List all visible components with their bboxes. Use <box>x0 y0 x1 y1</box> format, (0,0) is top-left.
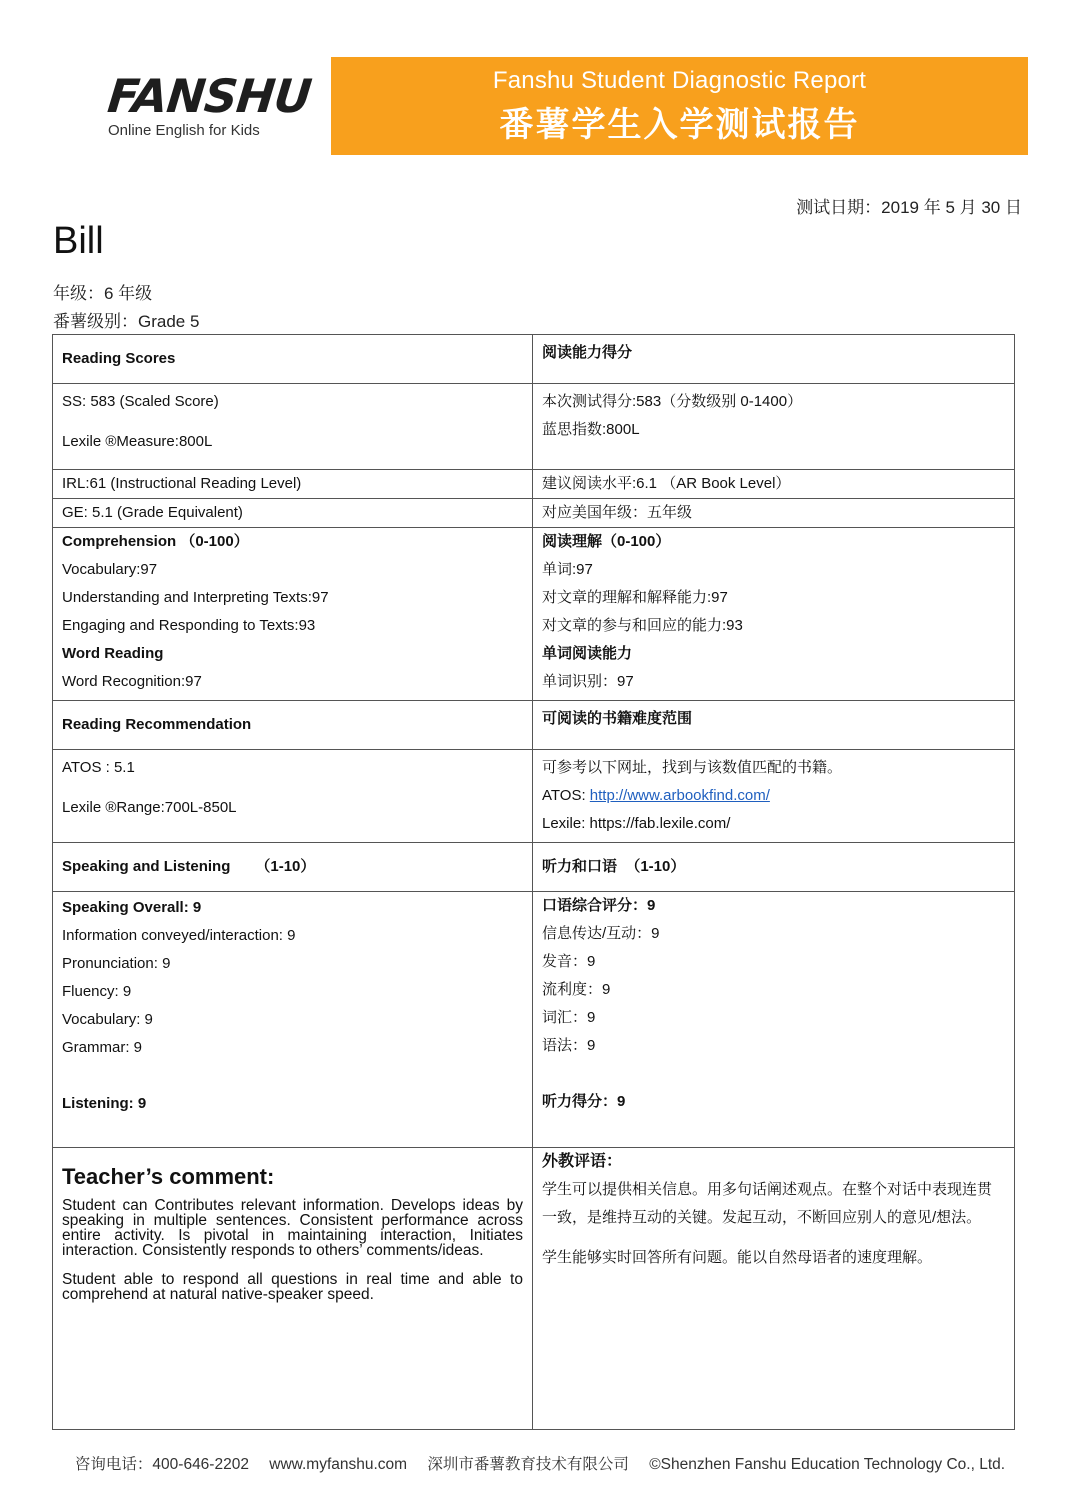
speaking-overall-en: Speaking Overall: 9 <box>62 899 202 916</box>
comment-body-en <box>62 1198 523 1302</box>
lexile-en: Lexile ®Measure:800L <box>62 433 213 450</box>
student-fanshu-level: 番薯级别：Grade 5 <box>53 312 200 331</box>
ss-en: SS: 583 (Scaled Score) <box>62 393 219 410</box>
info-conveyed-en: Information conveyed/interaction: 9 <box>62 927 296 944</box>
engaging-en: Engaging and Responding to Texts:93 <box>62 617 316 634</box>
word-reading-heading-en: Word Reading <box>62 645 164 662</box>
fluency-zh: 流利度：9 <box>542 981 611 998</box>
lexile-link-line: Lexile: https://fab.lexile.com/ <box>542 815 731 832</box>
comprehension-cell-en <box>53 528 533 701</box>
atos-label: ATOS: <box>542 787 590 804</box>
word-recognition-en: Word Recognition:97 <box>62 673 202 690</box>
comment-para1-en: Student can Contributes relevant information. Develops ideas by speaking in multiple sentences. Consistent performance across entire activity. Is pivotal in maintaining interaction, Initiates interaction. Consistently responds to others’ comments/ideas. <box>62 1197 523 1259</box>
reading-scores-title-zh: 阅读能力得分 <box>533 335 1015 384</box>
comment-cell-en <box>53 1148 533 1430</box>
comment-title-en: Teacher’s comment: <box>62 1164 275 1189</box>
comprehension-heading-en: Comprehension （0-100） <box>62 533 249 550</box>
listening-en: Listening: 9 <box>62 1095 147 1112</box>
report-table <box>52 334 1015 1430</box>
fanshu-logo <box>105 68 314 148</box>
footer-phone: 咨询电话：400-646-2202 <box>74 1456 249 1473</box>
recommendation-row <box>53 750 1015 843</box>
recommendation-cell-en <box>53 750 533 843</box>
ss-lexile-cell-en <box>53 384 533 470</box>
report-banner <box>331 57 1028 155</box>
reading-scores-header-row <box>53 335 1015 384</box>
banner-title-en: Fanshu Student Diagnostic Report <box>492 67 867 94</box>
atos-en: ATOS : 5.1 <box>62 759 135 776</box>
speaking-header-row <box>53 843 1015 892</box>
banner-title-zh: 番薯学生入学测试报告 <box>499 106 860 144</box>
ss-lexile-row <box>53 384 1015 470</box>
lexile-range-en: Lexile ®Range:700L-850L <box>62 799 237 816</box>
footer-company-zh: 深圳市番薯教育技术有限公司 <box>427 1456 629 1473</box>
irl-row <box>53 470 1015 499</box>
understanding-en: Understanding and Interpreting Texts:97 <box>62 589 329 606</box>
ss-zh: 本次测试得分:583（分数级别 0-1400） <box>542 393 803 410</box>
comment-para1-zh: 学生可以提供相关信息。用多句话阐述观点。在整个对话中表现连贯一致，是维持互动的关键。发起互动，不断回应别人的意见/想法。 <box>542 1181 993 1226</box>
comprehension-heading-zh: 阅读理解（0-100） <box>542 533 671 550</box>
ge-row <box>53 499 1015 528</box>
pronunciation-en: Pronunciation: 9 <box>62 955 171 972</box>
listening-zh: 听力得分：9 <box>542 1093 626 1110</box>
speaking-cell-zh <box>533 892 1015 1148</box>
footer-website[interactable]: www.myfanshu.com <box>269 1456 408 1473</box>
vocabulary-en: Vocabulary:97 <box>62 561 158 578</box>
recommendation-header-row <box>53 701 1015 750</box>
irl-zh: 建议阅读水平:6.1 （AR Book Level） <box>533 470 1015 499</box>
engaging-zh: 对文章的参与和回应的能力:93 <box>542 617 743 634</box>
understanding-zh: 对文章的理解和解释能力:97 <box>542 589 728 606</box>
recommendation-title-zh: 可阅读的书籍难度范围 <box>533 701 1015 750</box>
reading-scores-title-en: Reading Scores <box>53 335 533 384</box>
recommendation-title-en: Reading Recommendation <box>53 701 533 750</box>
vocabulary-score-en: Vocabulary: 9 <box>62 1011 153 1028</box>
student-grade: 年级：6 年级 <box>53 284 153 303</box>
comment-para2-zh: 学生能够实时回答所有问题。能以自然母语者的速度理解。 <box>542 1249 933 1266</box>
speaking-row <box>53 892 1015 1148</box>
lexile-zh: 蓝思指数:800L <box>542 421 640 438</box>
grammar-en: Grammar: 9 <box>62 1039 143 1056</box>
comment-row <box>53 1148 1015 1430</box>
atos-link-line <box>542 782 1005 810</box>
recommendation-cell-zh <box>533 750 1015 843</box>
ss-lexile-cell-zh <box>533 384 1015 470</box>
comment-cell-zh <box>533 1148 1015 1430</box>
recommendation-intro-zh: 可参考以下网址，找到与该数值匹配的书籍。 <box>542 759 843 776</box>
vocabulary-zh: 单词:97 <box>542 561 593 578</box>
test-date: 测试日期：2019 年 5 月 30 日 <box>796 198 1022 217</box>
comprehension-row <box>53 528 1015 701</box>
fluency-en: Fluency: 9 <box>62 983 132 1000</box>
speaking-cell-en <box>53 892 533 1148</box>
vocabulary-score-zh: 词汇：9 <box>542 1009 596 1026</box>
word-recognition-zh: 单词识别：97 <box>542 673 634 690</box>
logo-wordmark: FANSHU <box>105 69 314 123</box>
student-name: Bill <box>53 220 104 262</box>
comment-title-zh: 外教评语： <box>542 1153 623 1170</box>
word-reading-heading-zh: 单词阅读能力 <box>542 645 633 662</box>
pronunciation-zh: 发音：9 <box>542 953 596 970</box>
comment-para2-en: Student able to respond all questions in real time and able to comprehend at natural native-speaker speed. <box>62 1271 523 1303</box>
speaking-title-zh: 听力和口语 （1-10） <box>533 843 1015 892</box>
logo-tagline: Online English for Kids <box>108 122 260 139</box>
info-conveyed-zh: 信息传达/互动：9 <box>542 925 660 942</box>
footer <box>0 1452 1080 1474</box>
footer-company-en: ©Shenzhen Fanshu Education Technology Co., Ltd. <box>649 1456 1006 1473</box>
irl-en: IRL:61 (Instructional Reading Level) <box>53 470 533 499</box>
grammar-zh: 语法：9 <box>542 1037 596 1054</box>
ge-en: GE: 5.1 (Grade Equivalent) <box>53 499 533 528</box>
ge-zh: 对应美国年级：五年级 <box>533 499 1015 528</box>
comprehension-cell-zh <box>533 528 1015 701</box>
speaking-overall-zh: 口语综合评分：9 <box>542 897 656 914</box>
atos-link[interactable]: http://www.arbookfind.com/ <box>589 787 770 804</box>
speaking-title-en: Speaking and Listening （1-10） <box>53 843 533 892</box>
